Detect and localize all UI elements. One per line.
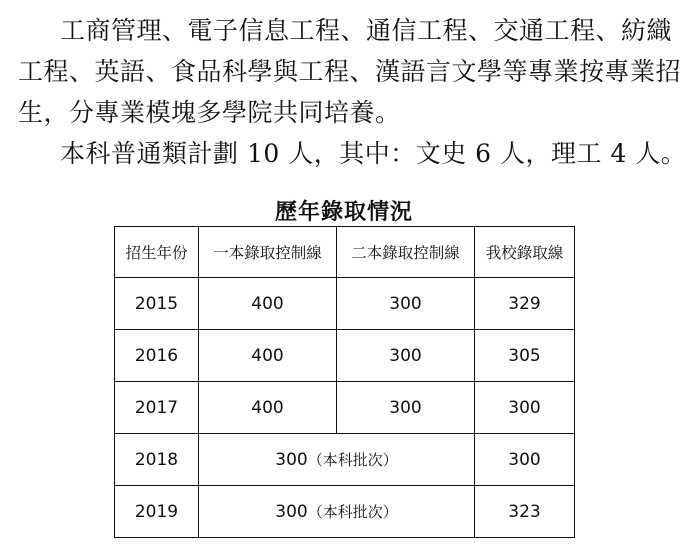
header-school-line: 我校錄取線 (475, 227, 575, 278)
cell-school-line: 300 (475, 382, 575, 434)
cell-year: 2018 (115, 434, 199, 486)
header-tier2-line: 二本錄取控制線 (337, 227, 475, 278)
merged-line-value: 300 (275, 450, 308, 470)
cell-school-line: 323 (475, 486, 575, 538)
paragraph-line: 生，分專業模塊多學院共同培養。 (18, 98, 401, 127)
plan-paragraph (0, 133, 699, 174)
paragraph-line: 工程、英語、食品科學與工程、漢語言文學等專業按專業招 (18, 57, 682, 86)
paragraph-line: 本科普通類計劃 10 人，其中：文史 6 人，理工 4 人。 (60, 139, 687, 168)
admission-history-table (114, 226, 575, 538)
cell-merged-line (199, 434, 475, 486)
merged-line-note: （本科批次） (307, 503, 398, 521)
cell-school-line: 300 (475, 434, 575, 486)
table-title: 歷年錄取情況 (274, 200, 413, 225)
paragraph-line: 工商管理、電子信息工程、通信工程、交通工程、紡織 (60, 16, 673, 45)
cell-tier2-line: 300 (337, 330, 475, 382)
header-year: 招生年份 (115, 227, 199, 278)
table-row (115, 486, 575, 538)
cell-school-line: 305 (475, 330, 575, 382)
cell-school-line: 329 (475, 278, 575, 330)
cell-tier2-line: 300 (337, 278, 475, 330)
cell-merged-line (199, 486, 475, 538)
merged-line-value: 300 (275, 502, 308, 522)
table-row (115, 330, 575, 382)
table-row (115, 434, 575, 486)
table-header-row (115, 227, 575, 278)
intro-paragraph (0, 10, 699, 133)
header-tier1-line: 一本錄取控制線 (199, 227, 337, 278)
cell-tier1-line: 400 (199, 382, 337, 434)
cell-year: 2016 (115, 330, 199, 382)
cell-year: 2015 (115, 278, 199, 330)
merged-line-note: （本科批次） (307, 451, 398, 469)
cell-tier1-line: 400 (199, 330, 337, 382)
cell-year: 2017 (115, 382, 199, 434)
table-row (115, 382, 575, 434)
table-row (115, 278, 575, 330)
cell-tier1-line: 400 (199, 278, 337, 330)
cell-year: 2019 (115, 486, 199, 538)
cell-tier2-line: 300 (337, 382, 475, 434)
